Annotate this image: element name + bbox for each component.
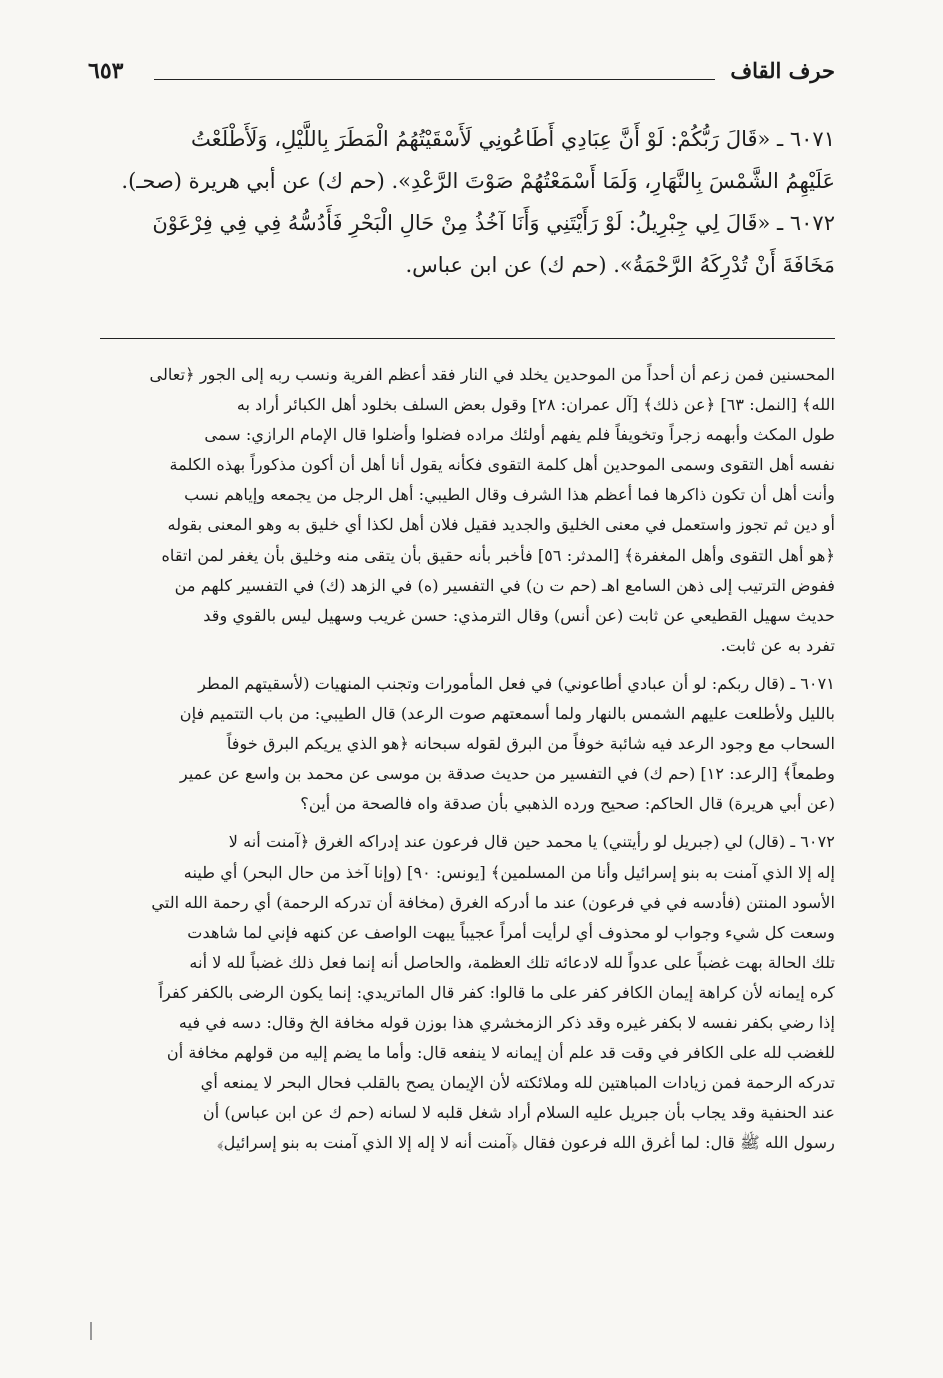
- commentary-line: ٦٠٧١ ـ (قال ربكم: لو أن عبادي أطاعوني) في فعل المأمورات وتجنب المنهيات (لأسقيتهم المطر: [198, 673, 835, 693]
- commentary-line: المحسنين فمن زعم أن أحداً من الموحدين يخلد في النار فقد أعظم الفرية ونسب ربه إلى الجور ﴿تعالى: [149, 365, 835, 384]
- commentary-line: وأنت أهل أن تكون ذاكرها فما أعظم هذا الشرف وقال الطيبي: أهل الرجل من يجمعه وإياهم نسب: [184, 485, 835, 505]
- commentary-line: للغضب لله على الكافر في وقت قد علم أن إيمانه لا ينفعه قال: وأما ما يضم إليه من قولهم مخافة أن: [166, 1043, 835, 1063]
- commentary-line: عند الحنفية وقد يجاب بأن جبريل عليه السلام أراد شغل قلبه لا لسانه (حم ك عن ابن عباس) أن: [202, 1103, 835, 1123]
- commentary-line: إذا رضي بكفر نفسه لا بكفر غيره وقد ذكر الزمخشري هذا بوزن قوله مخافة الخ وقال: دسه في فيه: [178, 1012, 835, 1032]
- commentary-line: الله﴾ [النمل: ٦٣] ﴿عن ذلك﴾ [آل عمران: ٢٨] وقول بعض السلف بخلود أهل الكبائر أراد به: [236, 395, 835, 415]
- commentary-block: [100, 360, 835, 1158]
- commentary-line: إله إلا الذي آمنت به بنو إسرائيل وأنا من المسلمين﴾ [يونس: ٩٠] (وإنا آخذ من حال البحر) أي طينه: [183, 862, 835, 882]
- hadith-line: عَلَيْهِمُ الشَّمْسَ بِالنَّهَارِ، وَلَمَا أَسْمَعْتُهُمْ صَوْتَ الرَّعْدِ». (حم ك) عن أبي هريرة (صحـ).: [121, 169, 835, 193]
- page-number: ٦٥٣: [88, 58, 124, 84]
- commentary-line: تلك الحالة بهت غضباً على عدواً لله لادعائه تلك العظمة، والحاصل أنه إنما فعل ذلك غضباً لله لا أنه: [189, 952, 835, 972]
- commentary-line: ٦٠٧٢ ـ (قال) لي (جبريل لو رأيتني) يا محمد حين قال فرعون عند إدراكه الغرق ﴿آمنت أنه لا: [228, 832, 835, 852]
- commentary-line: (عن أبي هريرة) قال الحاكم: صحيح ورده الذهبي بأن صدقة واه فالصحة من أين؟: [300, 794, 835, 814]
- commentary-line: طول المكث وأبهمه زجراً وتخويفاً فلم يفهم أولئك مراده فضلوا وأضلوا قال الإمام الرازي: سمى: [204, 425, 835, 445]
- page-header: [88, 58, 835, 92]
- commentary-line: كره إيمانه لأن كراهة إيمان الكافر كفر على ما قالوا: كفر قال الماتريدي: إنما يكون الرضى بالكفر كفراً: [158, 982, 835, 1002]
- footnote-separator: [100, 338, 835, 339]
- commentary-line: الأسود المنتن (فأدسه في في فرعون) عند ما أدركه الغرق (مخافة أن تدركه الرحمة) أي رحمة الله التي: [151, 892, 835, 912]
- commentary-line: حديث سهيل القطيعي عن ثابت (عن أنس) وقال الترمذي: حسن غريب وسهيل ليس بالقوي وقد: [203, 605, 835, 625]
- commentary-line: أو دين ثم تجوز واستعمل في معنى الخليق والجديد فقيل فلان أهل لكذا أي خليق به وهو المعنى بقوله: [167, 515, 835, 535]
- hadith-text-block: [100, 118, 835, 286]
- commentary-line: بالليل ولأطلعت عليهم الشمس بالنهار ولما أسمعتهم صوت الرعد) قال الطيبي: من باب التتميم فإن: [179, 704, 835, 724]
- commentary-line: وطمعاً﴾ [الرعد: ١٢] (حم ك) في التفسير من حديث صدقة بن موسى عن محمد بن واسع عن عمير: [179, 764, 835, 784]
- margin-mark: [90, 1322, 92, 1340]
- header-rule: [154, 79, 715, 80]
- commentary-line: رسول الله ﷺ قال: لما أغرق الله فرعون فقال ﴿آمنت أنه لا إله إلا الذي آمنت به بنو إسرائيل﴾: [216, 1133, 835, 1153]
- commentary-line: ﴿هو أهل التقوى وأهل المغفرة﴾ [المدثر: ٥٦] فأخبر بأنه حقيق بأن يتقى منه وخليق بأن يغفر لمن اتقاه: [161, 545, 835, 565]
- commentary-line: ففوض الترتيب إلى ذهن السامع اهـ (حم ت ن) في التفسير (ه) في الزهد (ك) في التفسير كلهم من: [174, 575, 835, 595]
- hadith-line: مَخَافَةَ أَنْ تُدْرِكَهُ الرَّحْمَةُ». (حم ك) عن ابن عباس.: [405, 253, 835, 277]
- commentary-line: تفرد به عن ثابت.: [720, 635, 835, 655]
- commentary-line: السحاب مع وجود الرعد فيه شائبة خوفاً من البرق لقوله سبحانه ﴿هو الذي يريكم البرق خوفاً: [226, 734, 835, 754]
- commentary-line: وسعت كل شيء وجواب لو محذوف أي لرأيت أمراً عجيباً يبهت الواصف عن كنهه فإني لما شاهدت: [187, 922, 835, 942]
- hadith-line: ٦٠٧٢ ـ «قَالَ لِي جِبْرِيلُ: لَوْ رَأَيْتَنِي وَأَنَا آخُذُ مِنْ حَالِ الْبَحْرِ فَأَدُسُّهُ فِي فِي فِرْعَوْنَ: [152, 211, 835, 235]
- commentary-line: نفسه أهل التقوى وسمى الموحدين أهل كلمة التقوى فكأنه يقول أنا أهل أن أكون مذكوراً بهذه الكلمة: [169, 455, 835, 475]
- commentary-line: تدركه الرحمة فمن زيادات المباهتين لله وملائكته لأن الإيمان يصح بالقلب فحال البحر لا يمنعه أي: [200, 1073, 835, 1093]
- running-title: حرف القاف: [730, 58, 835, 83]
- hadith-line: ٦٠٧١ ـ «قَالَ رَبُّكُمْ: لَوْ أَنَّ عِبَادِي أَطَاعُونِي لَأَسْقَيْتُهُمُ الْمَطَرَ بِاللَّيْلِ، وَلَأَطْلَعْتُ: [191, 127, 835, 151]
